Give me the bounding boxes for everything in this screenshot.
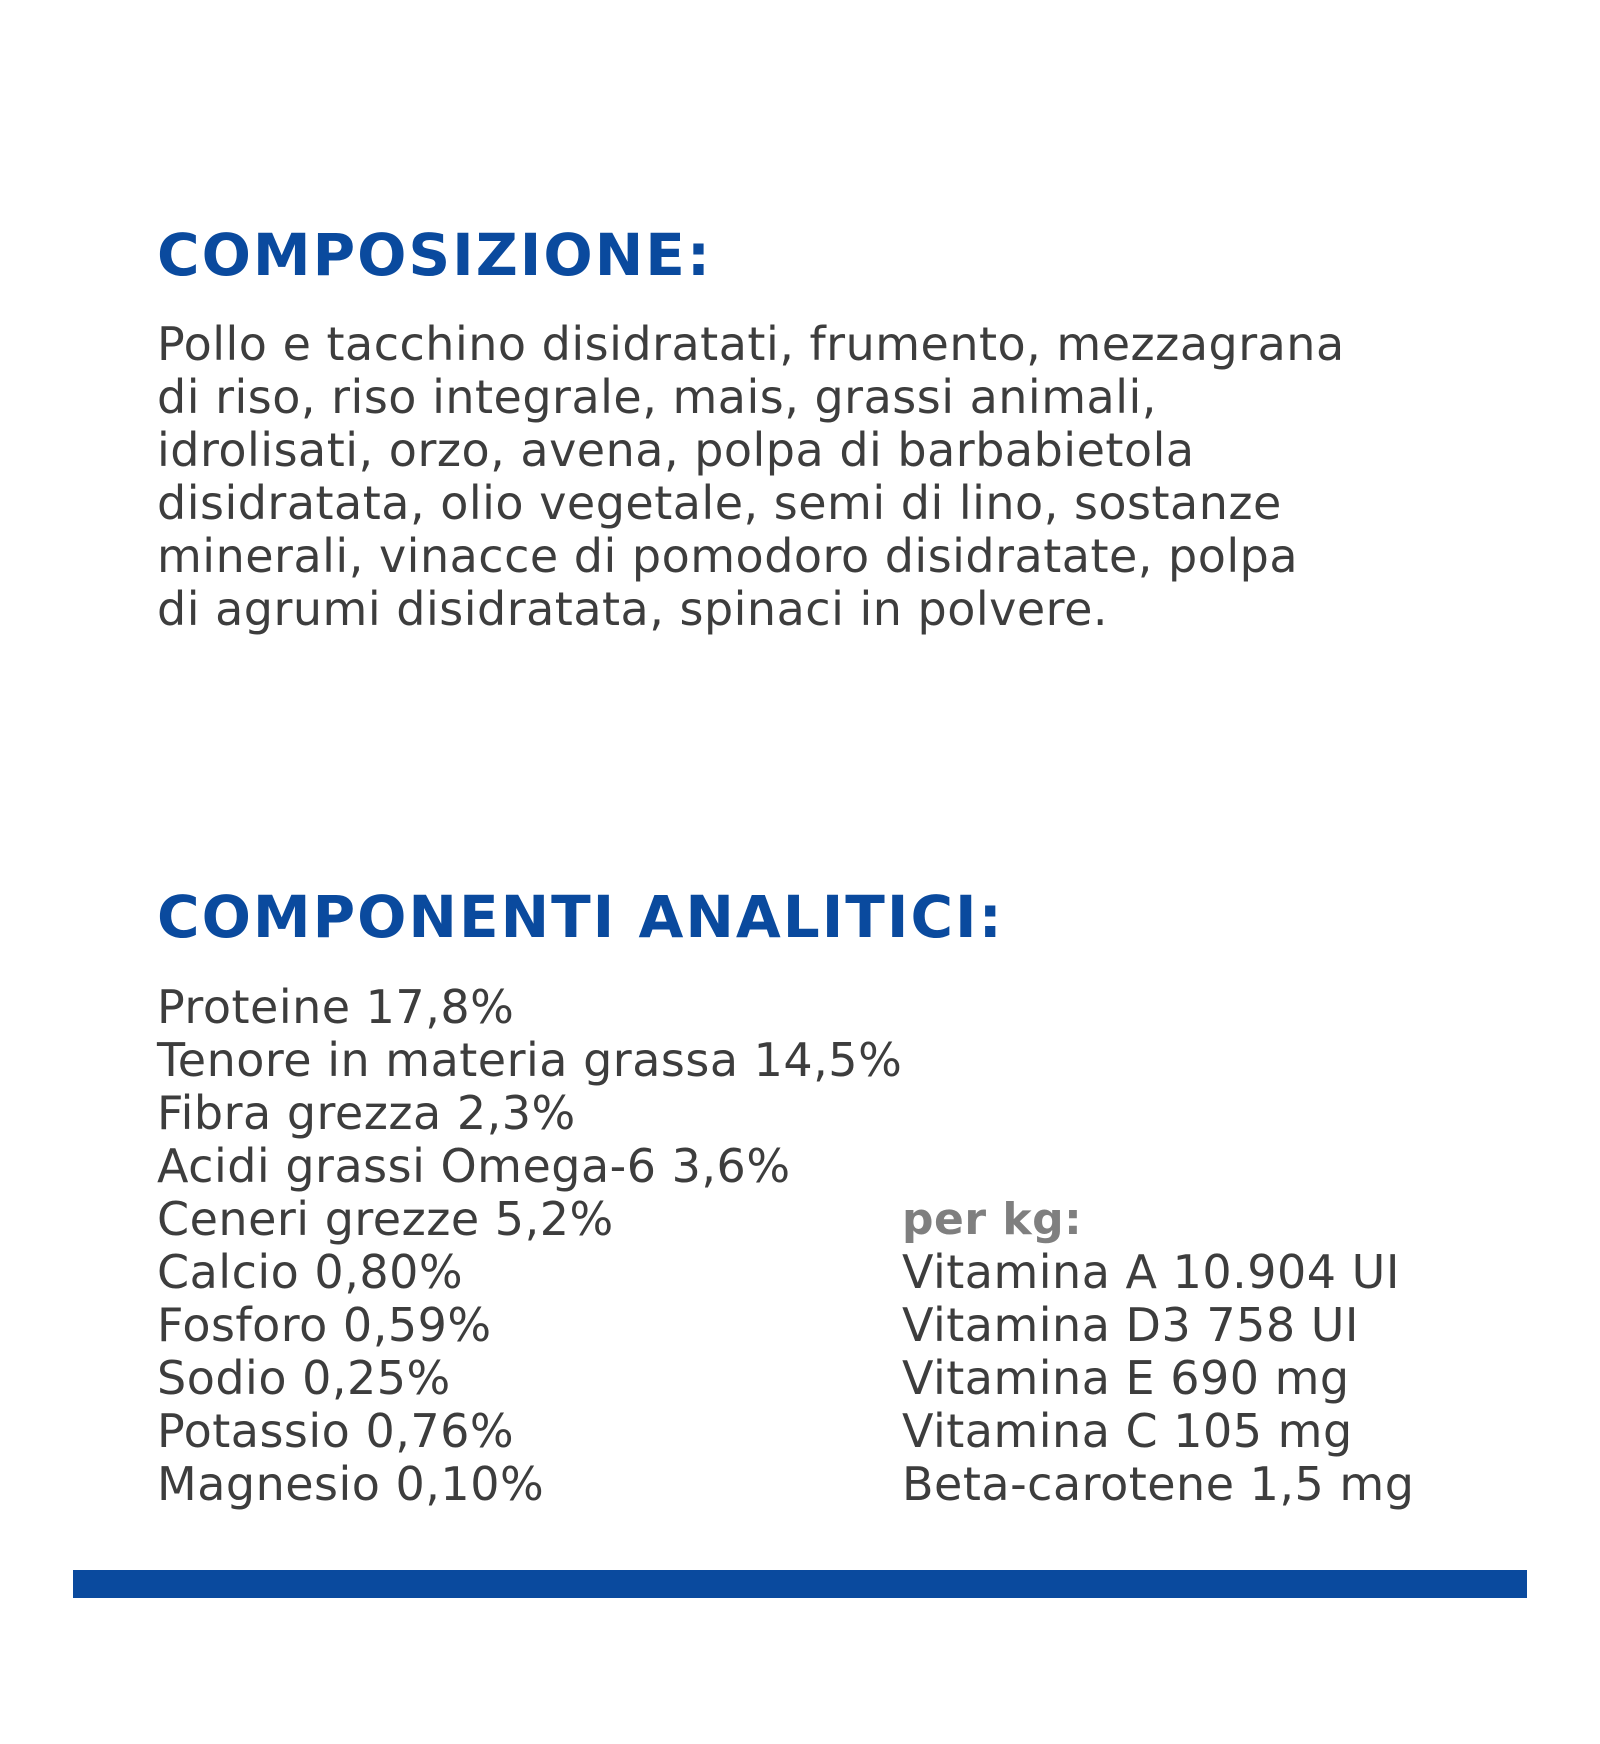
analytic-component-item: Ceneri grezze 5,2%: [157, 1192, 614, 1246]
composition-text: [157, 318, 1457, 636]
per-kg-label: per kg:: [902, 1194, 1083, 1245]
analytic-components-heading: COMPONENTI ANALITICI:: [157, 883, 1004, 951]
analytic-component-item: Fibra grezza 2,3%: [157, 1086, 576, 1140]
analytic-component-item: Tenore in materia grassa 14,5%: [157, 1033, 903, 1087]
analytic-component-item: Sodio 0,25%: [157, 1351, 451, 1405]
analytic-component-item: Acidi grassi Omega-6 3,6%: [157, 1139, 791, 1193]
analytic-component-item: Calcio 0,80%: [157, 1245, 464, 1299]
analytic-component-item: Proteine 17,8%: [157, 980, 515, 1034]
per-kg-item: Beta-carotene 1,5 mg: [902, 1457, 1415, 1511]
per-kg-item: Vitamina D3 758 UI: [902, 1298, 1359, 1352]
per-kg-vitamins-list: [902, 1246, 1414, 1511]
footer-divider-bar: [73, 1570, 1527, 1598]
per-kg-item: Vitamina E 690 mg: [902, 1351, 1350, 1405]
composition-line: idrolisati, orzo, avena, polpa di barbabietola: [157, 423, 1195, 477]
composition-line: di agrumi disidratata, spinaci in polvere.: [157, 582, 1108, 636]
composition-line: minerali, vinacce di pomodoro disidratate, polpa: [157, 529, 1299, 583]
analytic-component-item: Magnesio 0,10%: [157, 1457, 545, 1511]
per-kg-item: Vitamina A 10.904 UI: [902, 1245, 1400, 1299]
analytic-component-item: Potassio 0,76%: [157, 1404, 515, 1458]
analytic-components-list: [157, 981, 902, 1511]
per-kg-item: Vitamina C 105 mg: [902, 1404, 1353, 1458]
composition-line: Pollo e tacchino disidratati, frumento, mezzagrana: [157, 317, 1345, 371]
composition-line: disidratata, olio vegetale, semi di lino, sostanze: [157, 476, 1282, 530]
analytic-component-item: Fosforo 0,59%: [157, 1298, 492, 1352]
composition-heading: COMPOSIZIONE:: [157, 221, 713, 289]
composition-line: di riso, riso integrale, mais, grassi animali,: [157, 370, 1157, 424]
